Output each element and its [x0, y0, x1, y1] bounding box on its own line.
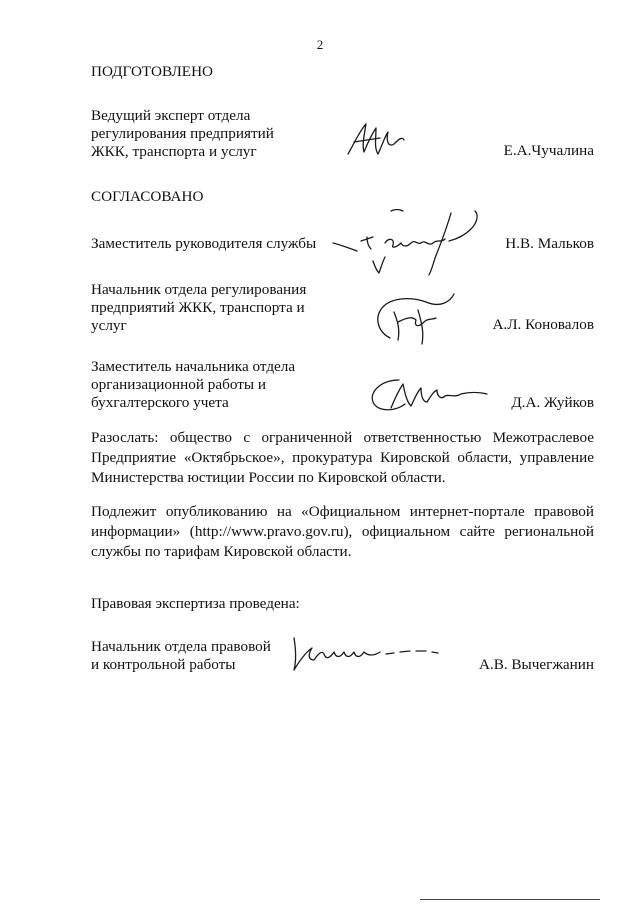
legal-review-heading: Правовая экспертиза проведена: [91, 595, 300, 612]
prepared-name: Е.А.Чучалина [503, 142, 594, 159]
signer-1-name: Н.В. Мальков [505, 235, 594, 252]
signature-zhuikov [365, 372, 490, 417]
signer-2-position-line-3: услуг [91, 317, 127, 334]
signer-2-position-line-1: Начальник отдела регулирования [91, 281, 307, 298]
legal-review-name: А.В. Вычегжанин [478, 656, 594, 673]
agreed-heading: СОГЛАСОВАНО [91, 188, 204, 205]
prepared-position-line-3: ЖКК, транспорта и услуг [91, 143, 257, 160]
signer-2-name: А.Л. Коновалов [492, 316, 594, 333]
prepared-heading: ПОДГОТОВЛЕНО [91, 63, 214, 80]
signature-konovalov [370, 288, 460, 348]
signer-3-position-line-1: Заместитель начальника отдела [91, 358, 296, 375]
signer-3-position-line-2: организационной работы и [91, 376, 266, 393]
page-number: 2 [316, 37, 324, 52]
distribution-paragraph: Разослать: общество с ограниченной ответственностью Межотраслевое Предприятие «Октябрьское», прокуратура Кировской области, управление Министерства юстиции России по Кировской области. [91, 429, 594, 486]
legal-review-position-line-1: Начальник отдела правовой [91, 638, 271, 655]
footer-rule [420, 899, 600, 900]
signature-malkov [325, 203, 485, 278]
prepared-position-line-2: регулирования предприятий [91, 125, 274, 142]
signature-chuchalina [340, 118, 410, 163]
signer-2-position-line-2: предприятий ЖКК, транспорта и [91, 299, 305, 316]
signature-vychegzhanin [286, 630, 446, 675]
signer-1-position-line-1: Заместитель руководителя службы [91, 235, 317, 252]
legal-review-position-line-2: и контрольной работы [91, 656, 236, 673]
signer-3-position-line-3: бухгалтерского учета [91, 394, 229, 411]
signer-3-name: Д.А. Жуйков [511, 394, 594, 411]
prepared-position-line-1: Ведущий эксперт отдела [91, 107, 251, 124]
publication-paragraph: Подлежит опубликованию на «Официальном интернет-портале правовой информации» (http://www.pravo.gov.ru), официальном сайте региональной службы по тарифам Кировской области. [91, 503, 594, 560]
